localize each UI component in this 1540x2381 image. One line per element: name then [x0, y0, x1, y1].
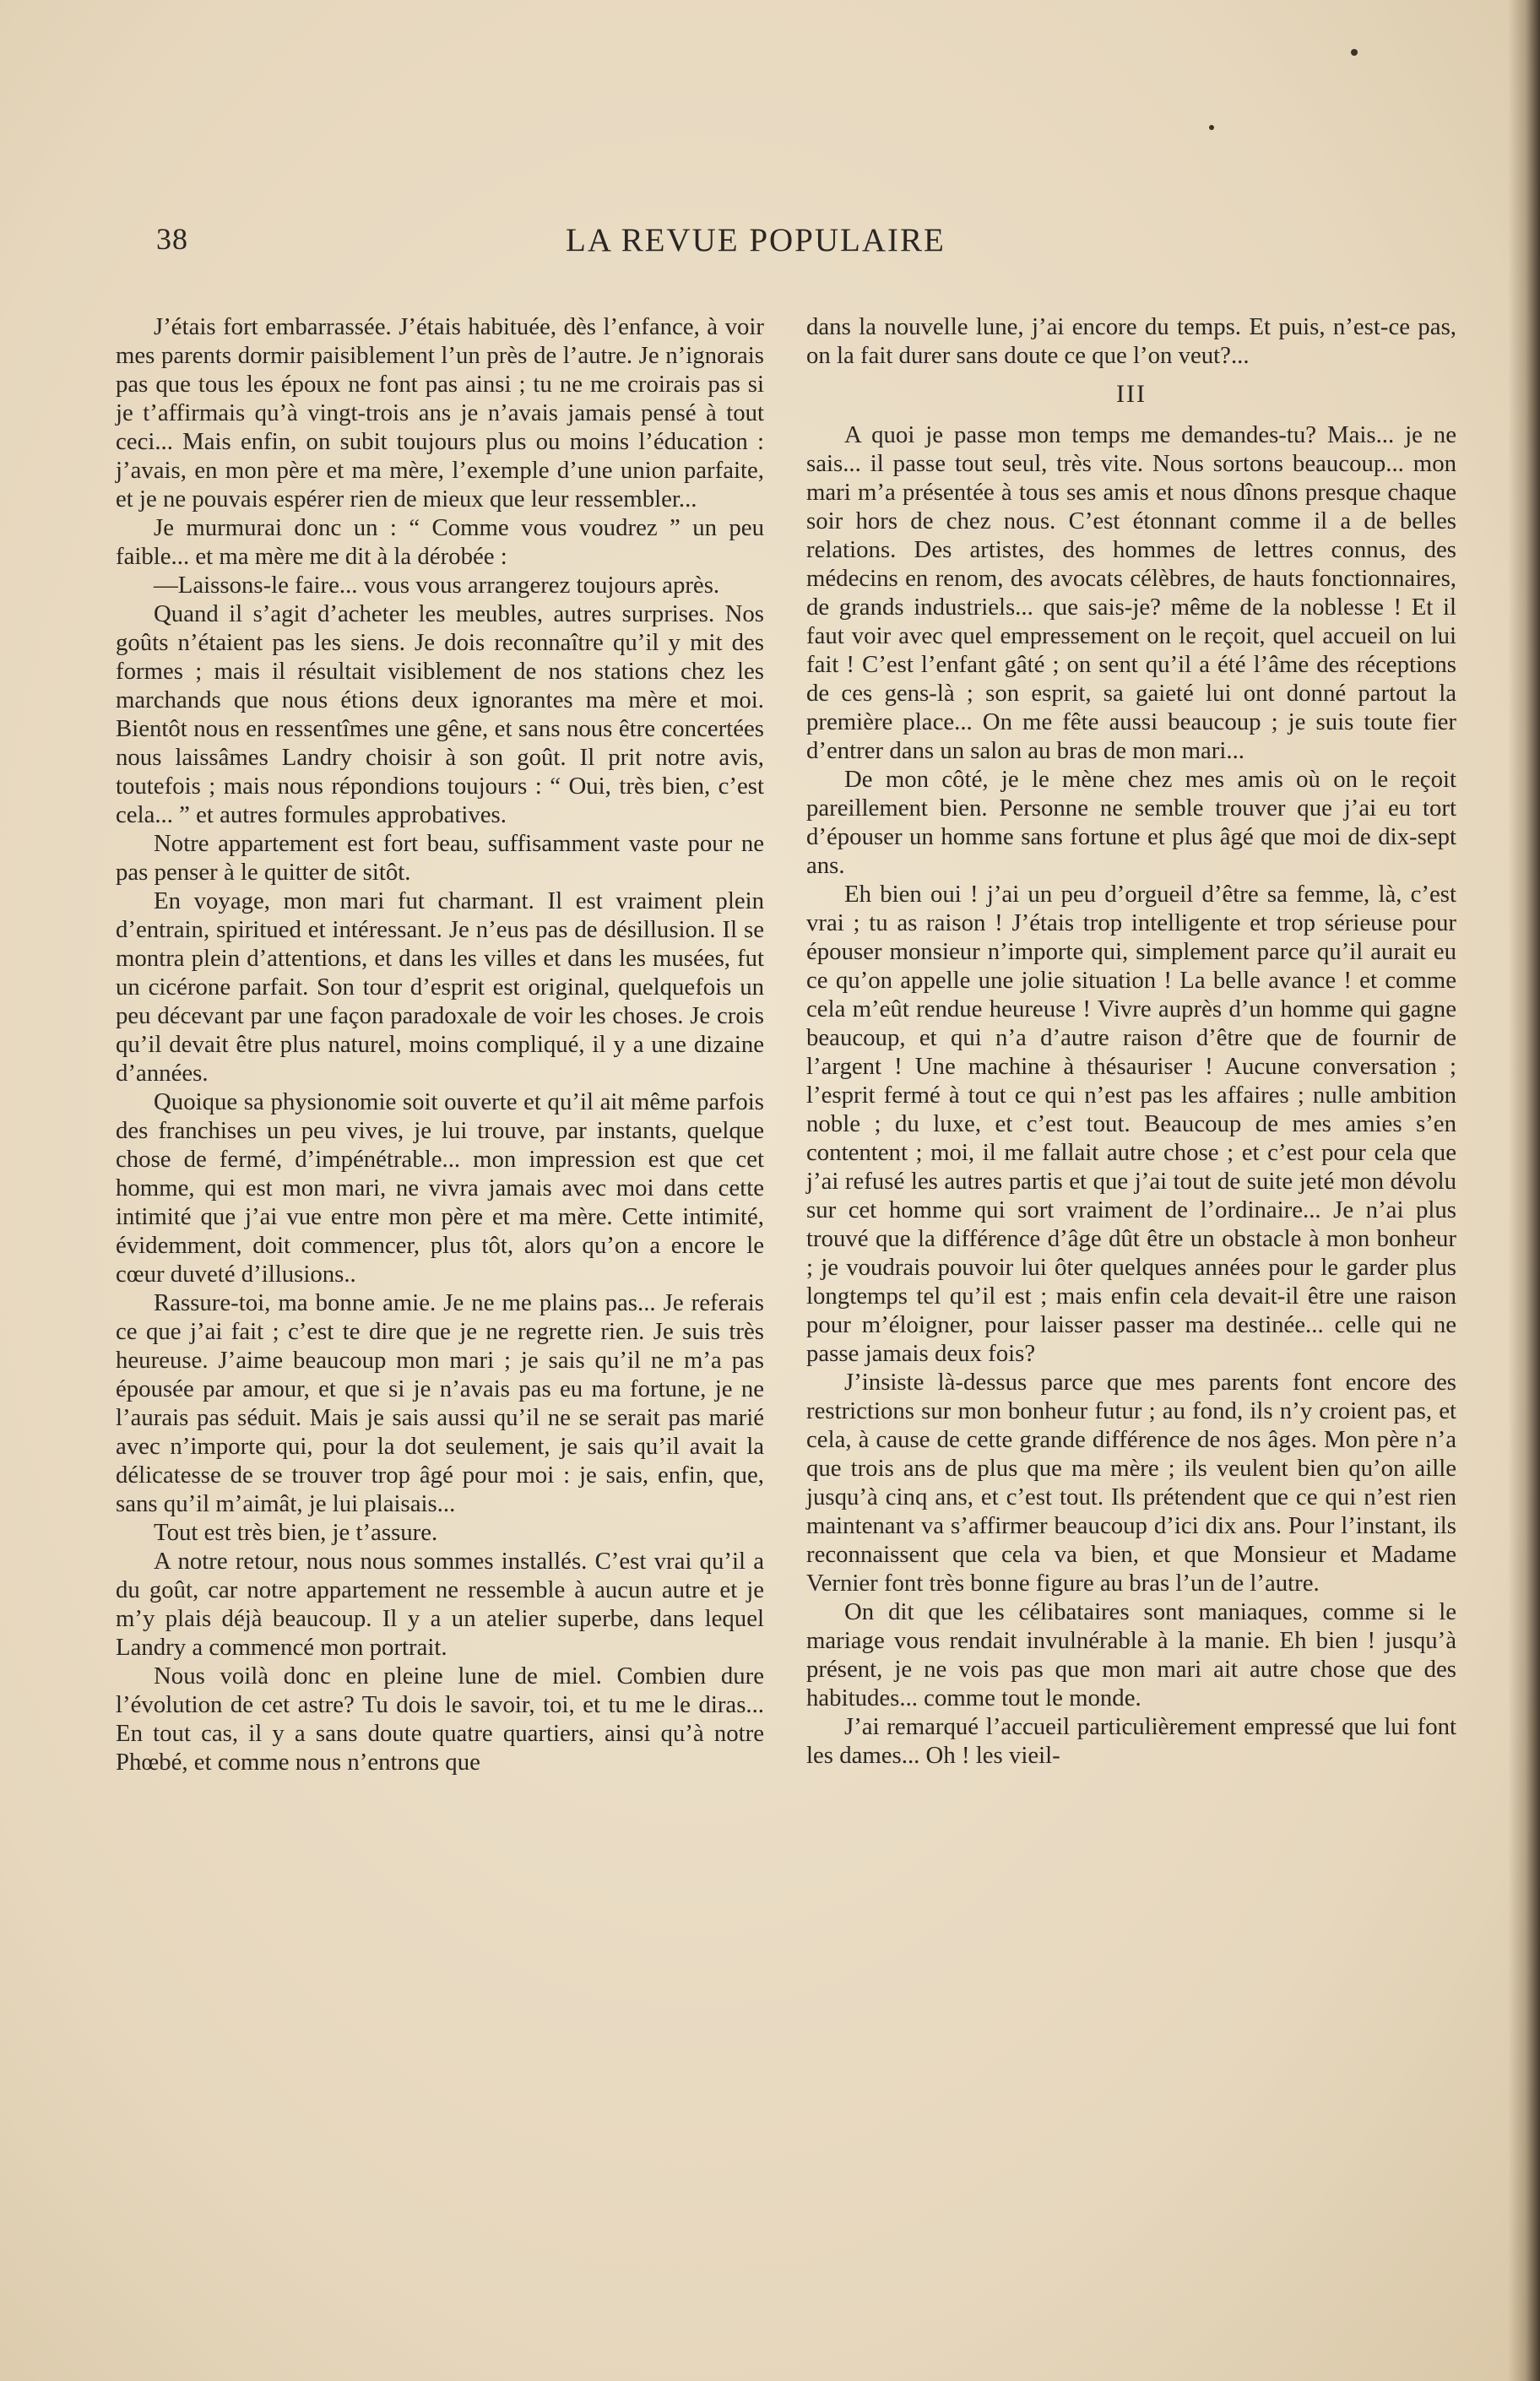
paragraph: J’étais fort embarrassée. J’étais habituée, dès l’enfance, à voir mes parents dormir paisiblement l’un près de l’autre. Je n’ignorais pas que tous les époux ne font pas ainsi ; tu ne me croirais pas si je t’affirmais qu’à vingt-trois ans je n’avais jamais pensé à tout ceci... Mais enfin, on subit toujours plus ou moins l’éducation : j’avais, en mon père et ma mère, l’exemple d’une union parfaite, et je ne pouvais espérer rien de mieux que leur ressembler...: [116, 313, 764, 513]
paragraph: Quand il s’agit d’acheter les meubles, autres surprises. Nos goûts n’étaient pas les siens. Je dois reconnaître qu’il y mit des formes ; mais il résultait visiblement de nos stations chez les marchands que nous étions deux ignorantes ma mère et moi. Bientôt nous en ressentîmes une gêne, et sans nous être concertées nous laissâmes Landry choisir à son goût. Il prit notre avis, toutefois ; mais nous répondions toujours : “ Oui, très bien, c’est cela... ” et autres formules approbatives.: [116, 600, 764, 828]
paragraph: Quoique sa physionomie soit ouverte et qu’il ait même parfois des franchises un peu vives, je lui trouve, par instants, quelque chose de fermé, d’impénétrable... mon impression est que cet homme, qui est mon mari, ne vivra jamais avec moi dans cette intimité que j’ai vue entre mon père et ma mère. Cette intimité, évidemment, doit commencer, plus tôt, alors qu’on a encore le cœur duveté d’illusions..: [116, 1088, 764, 1288]
page-edge-shadow: [1508, 0, 1540, 2381]
paragraph: En voyage, mon mari fut charmant. Il est vraiment plein d’entrain, spiritued et intéressant. Je n’eus pas de désillusion. Il se montra plein d’attentions, et dans les villes et dans les musées, fut un cicérone parfait. Son tour d’esprit est original, quelquefois un peu décevant par une façon paradoxale de voir les choses. Je crois qu’il devait être plus naturel, moins compliqué, il y a une dizaine d’années.: [116, 887, 764, 1087]
ink-speck: [1209, 125, 1214, 130]
paragraph: Nous voilà donc en pleine lune de miel. Combien dure l’évolution de cet astre? Tu dois le savoir, toi, et tu me le diras... En tout cas, il y a sans doute quatre quartiers, ainsi qu’à notre Phœbé, et comme nous n’entrons que: [116, 1662, 764, 1776]
paragraph: Je murmurai donc un : “ Comme vous voudrez ” un peu faible... et ma mère me dit à la dérobée :: [116, 514, 764, 570]
paragraph: On dit que les célibataires sont maniaques, comme si le mariage vous rendait invulnérable à la manie. Eh bien ! jusqu’à présent, je ne vois pas que mon mari ait autre chose que des habitudes... comme tout le monde.: [806, 1598, 1456, 1711]
left-column: [116, 312, 764, 1776]
paragraph: Tout est très bien, je t’assure.: [154, 1519, 438, 1546]
paragraph: —Laissons-le faire... vous vous arrangerez toujours après.: [154, 572, 720, 599]
paragraph: J’ai remarqué l’accueil particulièrement empressé que lui font les dames... Oh ! les vieil-: [806, 1713, 1456, 1769]
paragraph: Notre appartement est fort beau, suffisamment vaste pour ne pas penser à le quitter de sitôt.: [116, 830, 764, 886]
paragraph: J’insiste là-dessus parce que mes parents font encore des restrictions sur mon bonheur futur ; au fond, ils n’y croient pas, et cela, à cause de cette grande différence de nos âges. Mon père n’a que trois ans de plus que ma mère ; ils veulent bien qu’on aille jusqu’à cinq ans, et c’est tout. Ils prétendent que ce qui n’est rien maintenant va s’affirmer beaucoup d’ici dix ans. Pour l’instant, ils reconnaissent que cela va bien, et que Monsieur et Madame Vernier font très bonne figure au bras l’un de l’autre.: [806, 1369, 1456, 1597]
page-header: [156, 221, 1009, 263]
paragraph: A notre retour, nous nous sommes installés. C’est vrai qu’il a du goût, car notre appartement ne ressemble à aucun autre et je m’y plais déjà beaucoup. Il y a un atelier superbe, dans lequel Landry a commencé mon portrait.: [116, 1548, 764, 1661]
page-number: 38: [156, 222, 188, 256]
right-column: [806, 312, 1456, 1770]
paragraph: Rassure-toi, ma bonne amie. Je ne me plains pas... Je referais ce que j’ai fait ; c’est te dire que je ne regrette rien. Je suis très heureuse. J’aime beaucoup mon mari ; je sais qu’il ne m’a pas épousée par amour, et que si je n’avais pas eu ma fortune, je ne l’aurais pas séduit. Mais je sais aussi qu’il ne se serait pas marié avec n’importe qui, pour la dot seulement, je sais qu’il avait la délicatesse de se trouver trop âgé pour moi : je sais, enfin, que, sans qu’il m’aimât, je lui plaisais...: [116, 1289, 764, 1517]
ink-speck: [1351, 49, 1358, 56]
paragraph: A quoi je passe mon temps me demandes-tu? Mais... je ne sais... il passe tout seul, très vite. Nous sortons beaucoup... mon mari m’a présentée à tous ses amis et nous dînons presque chaque soir hors de chez nous. C’est étonnant comme il a de belles relations. Des artistes, des hommes de lettres connus, des médecins en renom, des avocats célèbres, de hauts fonctionnaires, de grands industriels... que sais-je? même de la noblesse ! Et il faut voir avec quel empressement on le reçoit, quel accueil on lui fait ! C’est l’enfant gâté ; on sent qu’il a été l’âme des réceptions de ces gens-là ; son esprit, sa gaieté lui ont donné partout la première place... On me fête aussi beaucoup ; je suis toute fier d’entrer dans un salon au bras de mon mari...: [806, 421, 1456, 764]
continued-paragraph: dans la nouvelle lune, j’ai encore du temps. Et puis, n’est-ce pas, on la fait durer sans doute ce que l’on veut?...: [806, 313, 1456, 369]
section-heading: III: [1116, 380, 1147, 408]
paragraph: Eh bien oui ! j’ai un peu d’orgueil d’être sa femme, là, c’est vrai ; tu as raison ! J’étais trop intelligente et trop sérieuse pour épouser monsieur n’importe qui, simplement parce qu’il aurait eu ce qu’on appelle une jolie situation ! La belle avance ! et comme cela m’eût rendue heureuse ! Vivre auprès d’un homme qui gagne beaucoup, et qui n’a d’autre raison d’être que de fournir de l’argent ! Une machine à thésauriser ! Aucune conversation ; l’esprit fermé à tout ce qui n’est pas les affaires ; nulle ambition noble ; du luxe, et c’est tout. Beaucoup de mes amies s’en contentent ; moi, il me fallait autre chose ; et c’est pour cela que j’ai refusé les autres partis et que j’ai tout de suite jeté mon dévolu sur cet homme qui sort vraiment de l’ordinaire... Je n’ai plus trouvé que la différence d’âge dût être un obstacle à mon bonheur ; je voudrais pouvoir lui ôter quelques années pour le garder plus longtemps tel qu’il est ; mais enfin cela devait-il être une raison pour m’éloigner, pour laisser passer ma destinée... celle qui ne passe jamais deux fois?: [806, 881, 1456, 1367]
paragraph: De mon côté, je le mène chez mes amis où on le reçoit pareillement bien. Personne ne semble trouver que j’ai eu tort d’épouser un homme sans fortune et plus âgé que moi de dix-sept ans.: [806, 766, 1456, 879]
running-title: LA REVUE POPULAIRE: [566, 222, 946, 258]
